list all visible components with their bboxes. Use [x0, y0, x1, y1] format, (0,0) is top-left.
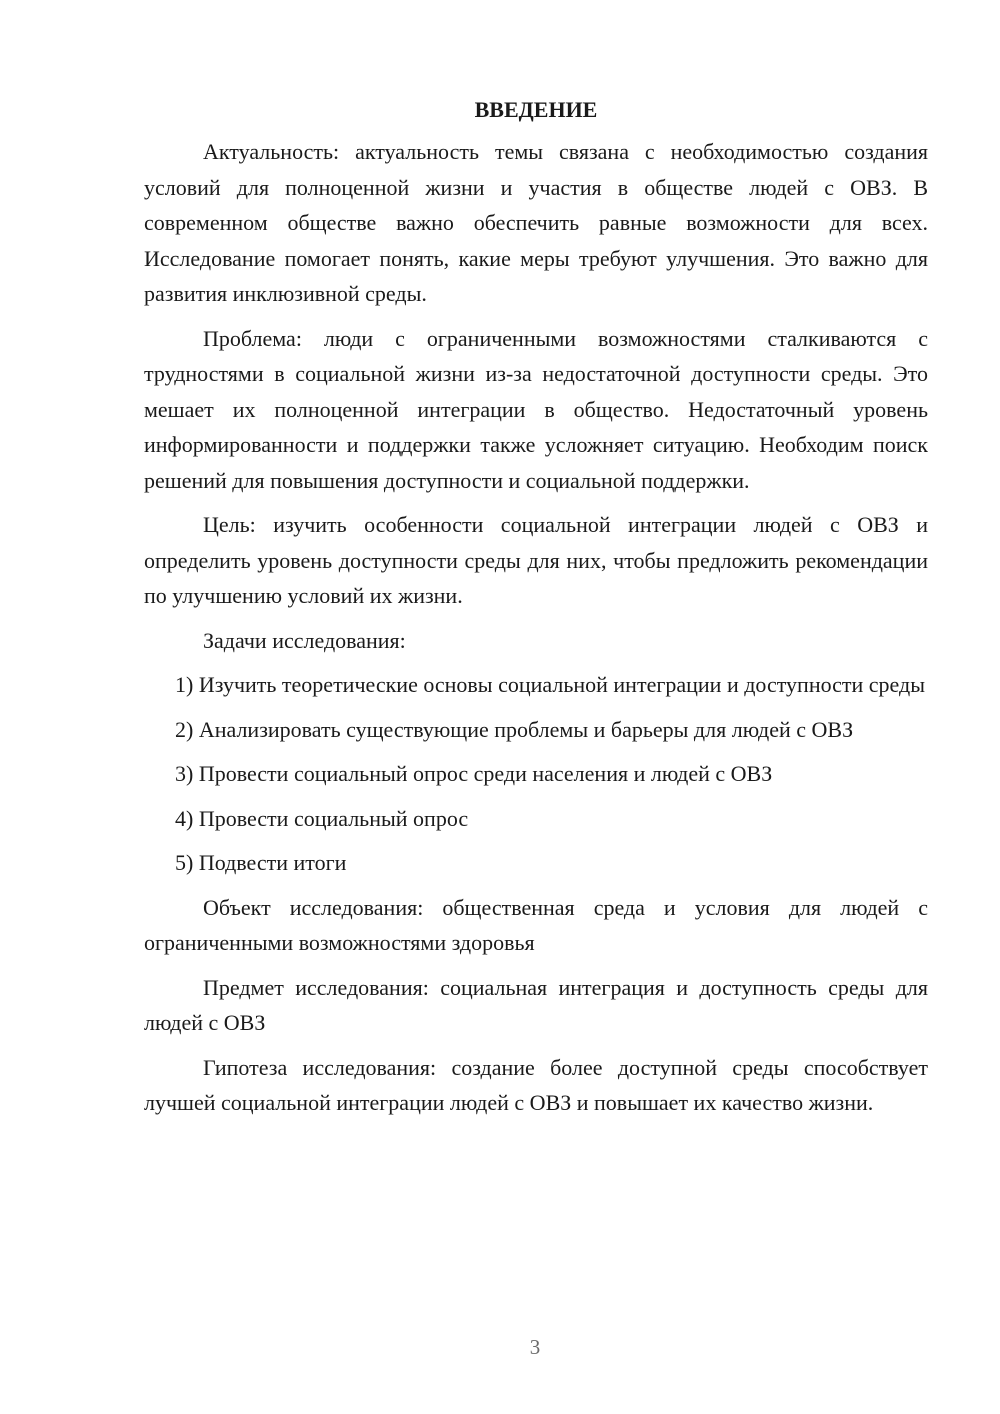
hypothesis-paragraph: Гипотеза исследования: создание более доступной среды способствует лучшей социальной интеграции людей с ОВЗ и повышает их качество жизни.	[144, 1054, 928, 1115]
subject-paragraph: Предмет исследования: социальная интеграция и доступность среды для людей с ОВЗ	[144, 974, 928, 1035]
tasks-heading: Задачи исследования:	[203, 627, 406, 653]
document-page	[144, 92, 928, 1130]
page-number: 3	[529, 1335, 541, 1359]
goal-paragraph: Цель: изучить особенности социальной интеграции людей с ОВЗ и определить уровень доступности среды для них, чтобы предложить рекомендации по улучшению условий их жизни.	[144, 512, 928, 608]
problem-paragraph: Проблема: люди с ограниченными возможностями сталкиваются с трудностями в социальной жизни из-за недостаточной доступности среды. Это мешает их полноценной интеграции в общество. Недостаточный уровень информированности и поддержки также усложняет ситуацию. Необходим поиск решений для повышения доступности и социальной поддержки.	[144, 325, 928, 493]
section-title: ВВЕДЕНИЕ	[474, 97, 598, 122]
list-item: 5) Подвести итоги	[175, 850, 347, 875]
relevance-paragraph: Актуальность: актуальность темы связана с необходимостью создания условий для полноценной жизни и участия в обществе людей с ОВЗ. В современном обществе важно обеспечить равные возможности для всех. Исследование помогает понять, какие меры требуют улучшения. Это важно для развития инклюзивной среды.	[144, 139, 928, 306]
object-paragraph: Объект исследования: общественная среда и условия для людей с ограниченными возможностями здоровья	[144, 894, 928, 955]
list-item: 2) Анализировать существующие проблемы и барьеры для людей с ОВЗ	[175, 716, 854, 742]
list-item: 4) Провести социальный опрос	[175, 805, 469, 831]
list-item: 1) Изучить теоретические основы социальной интеграции и доступности среды	[175, 672, 926, 697]
list-item: 3) Провести социальный опрос среди населения и людей с ОВЗ	[175, 761, 773, 786]
tasks-list	[144, 667, 928, 881]
